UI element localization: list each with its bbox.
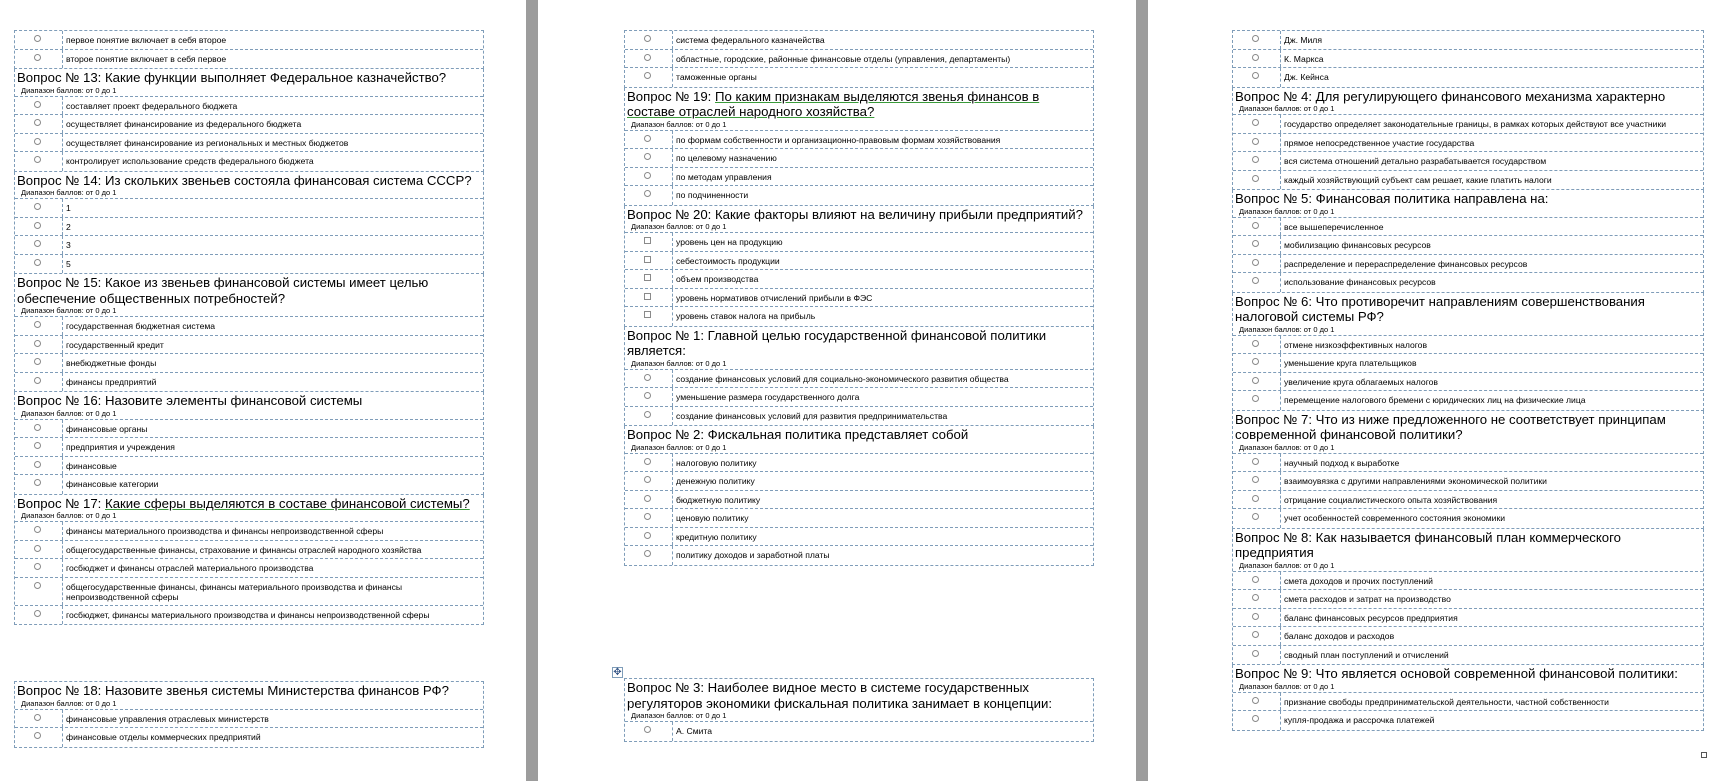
option-row[interactable] [15, 50, 483, 69]
option-row[interactable] [15, 457, 483, 476]
radio-button[interactable] [34, 442, 41, 449]
question-19 [624, 88, 1094, 206]
option-row[interactable] [15, 255, 483, 274]
option-row[interactable] [1233, 590, 1703, 609]
option-text: баланс финансовых ресурсов предприятия [1284, 612, 1458, 623]
radio-button[interactable] [1252, 458, 1259, 465]
option-text: себестоимость продукции [676, 255, 780, 266]
option-text: взаимоувязка с другими направлениями экономической политики [1284, 476, 1547, 486]
option-text: 1 [66, 203, 71, 213]
question-title: Вопрос № 13: Какие функции выполняет Федеральное казначейство? [17, 70, 447, 85]
question-title: Вопрос № 3: Наиболее видное место в системе государственных регуляторов экономики фискальная политика занимает в концепции: [627, 680, 1052, 711]
question-text: По каким признакам выделяются звенья финансов в составе отраслей народного хозяйства? [627, 88, 1040, 119]
question-title: Вопрос № 1: Главной целью государственной финансовой политики является: [627, 327, 1047, 358]
option-text: внебюджетные фонды [66, 358, 157, 368]
radio-button[interactable] [34, 526, 41, 533]
option-text: финансовые [66, 460, 117, 471]
option-text: Дж. Миля [1284, 35, 1322, 45]
radio-button[interactable] [1252, 576, 1259, 583]
question-title [625, 88, 1093, 120]
table-move-handle-icon[interactable]: ✥ [613, 667, 622, 678]
question-title [15, 495, 483, 512]
option-row[interactable] [1233, 68, 1703, 87]
question-20 [624, 206, 1094, 327]
option-text: политику доходов и заработной платы [676, 550, 830, 560]
score-range: Диапазон баллов: от 0 до 1 [1233, 207, 1703, 218]
radio-button[interactable] [1252, 72, 1259, 79]
score-range: Диапазон баллов: от 0 до 1 [1233, 561, 1703, 572]
option-row[interactable] [15, 134, 483, 153]
option-row[interactable] [625, 407, 1093, 426]
question-8 [1232, 529, 1704, 666]
page-gutter [526, 0, 538, 781]
option-text: государство определяет законодательные границы, в рамках которых действуют все участники [1284, 119, 1667, 129]
option-row[interactable] [625, 370, 1093, 389]
option-text: составляет проект федерального бюджета [66, 100, 238, 111]
option-text: объем производства [676, 274, 759, 284]
question-title: Вопрос № 16: Назовите элементы финансовой системы [17, 393, 363, 408]
option-text: предприятия и учреждения [66, 442, 175, 452]
radio-button[interactable] [644, 476, 651, 483]
option-row[interactable] [625, 270, 1093, 289]
option-text: уменьшение размера государственного долга [676, 392, 860, 402]
option-text: перемещение налогового бремени с юридических лиц на физические лица [1284, 395, 1586, 405]
option-text: уменьшение круга плательщиков [1284, 358, 1417, 368]
option-row[interactable] [15, 115, 483, 134]
radio-button[interactable] [34, 138, 41, 145]
option-row[interactable] [1233, 255, 1703, 274]
radio-button[interactable] [1252, 119, 1259, 126]
radio-button[interactable] [34, 54, 41, 61]
option-text: смета расходов и затрат на производство [1284, 594, 1451, 604]
option-text: финансы материального производства и финансы непроизводственной сферы [66, 526, 384, 536]
radio-button[interactable] [34, 35, 41, 42]
option-text: система федерального казначейства [676, 35, 825, 45]
option-row[interactable] [1233, 171, 1703, 190]
option-text: госбюджет, финансы материального производства и финансы непроизводственной сферы [66, 609, 430, 620]
score-range: Диапазон баллов: от 0 до 1 [625, 120, 1093, 131]
option-row[interactable] [625, 50, 1093, 69]
option-row[interactable] [625, 454, 1093, 473]
option-text: государственный кредит [66, 339, 164, 350]
document-page-1 [0, 0, 526, 781]
radio-button[interactable] [644, 411, 651, 418]
option-row[interactable] [1233, 31, 1703, 50]
question-text: Какие сферы выделяются в составе финансовой системы? [105, 495, 470, 511]
question-16 [14, 392, 484, 495]
radio-button[interactable] [34, 610, 41, 617]
option-row[interactable] [1233, 693, 1703, 712]
option-text: баланс доходов и расходов [1284, 631, 1395, 641]
option-row[interactable] [1233, 472, 1703, 491]
option-text: смета доходов и прочих поступлений [1284, 575, 1433, 586]
option-row[interactable] [1233, 373, 1703, 392]
option-text: первое понятие включает в себя второе [66, 35, 227, 45]
option-row[interactable] [625, 149, 1093, 168]
option-row[interactable] [625, 68, 1093, 87]
question-title: Вопрос № 15: Какое из звеньев финансовой системы имеет целью обеспечение общественных потребностей? [17, 275, 429, 306]
radio-button[interactable] [1252, 358, 1259, 365]
option-text: создание финансовых условий для социально-экономического развития общества [676, 373, 1009, 384]
question-14 [14, 172, 484, 275]
score-range: Диапазон баллов: от 0 до 1 [625, 711, 1093, 722]
option-row[interactable] [1233, 50, 1703, 69]
option-text: госбюджет и финансы отраслей материального производства [66, 563, 314, 573]
option-row[interactable] [15, 152, 483, 171]
score-range: Диапазон баллов: от 0 до 1 [625, 222, 1093, 233]
option-row[interactable] [1233, 336, 1703, 355]
option-row[interactable] [1233, 454, 1703, 473]
radio-button[interactable] [644, 532, 651, 539]
option-text: финансовые органы [66, 423, 148, 434]
option-row[interactable] [15, 438, 483, 457]
option-text: распределение и перераспределение финансовых ресурсов [1284, 258, 1528, 269]
option-row[interactable] [1233, 572, 1703, 591]
radio-button[interactable] [644, 72, 651, 79]
question-title: Вопрос № 20: Какие факторы влияют на величину прибыли предприятий? [627, 206, 1083, 222]
score-range: Диапазон баллов: от 0 до 1 [625, 359, 1093, 370]
checkbox[interactable] [644, 311, 651, 318]
radio-button[interactable] [34, 461, 41, 468]
radio-button[interactable] [644, 35, 651, 42]
score-range: Диапазон баллов: от 0 до 1 [15, 188, 483, 199]
option-row[interactable] [625, 31, 1093, 50]
radio-button[interactable] [1252, 175, 1259, 182]
question-title: Вопрос № 4: Для регулирующего финансового механизма характерно [1235, 88, 1666, 104]
page3-content [1232, 30, 1704, 731]
option-text: общегосударственные финансы, финансы материального производства и финансы непроизводственной сферы [66, 581, 403, 602]
radio-button[interactable] [644, 495, 651, 502]
radio-button[interactable] [34, 156, 41, 163]
radio-button[interactable] [34, 222, 41, 229]
option-row[interactable] [1233, 152, 1703, 171]
score-range: Диапазон баллов: от 0 до 1 [625, 443, 1093, 454]
option-row[interactable] [15, 354, 483, 373]
radio-button[interactable] [644, 726, 651, 733]
radio-button[interactable] [34, 259, 41, 266]
option-row[interactable] [15, 373, 483, 392]
question-3 [624, 678, 1094, 742]
score-range: Диапазон баллов: от 0 до 1 [15, 511, 483, 522]
radio-button[interactable] [1252, 277, 1259, 284]
option-text: А. Смита [676, 726, 713, 736]
radio-button[interactable] [1252, 395, 1259, 402]
option-text: сводный план поступлений и отчислений [1284, 649, 1449, 660]
option-text: отмене низкоэффективных налогов [1284, 339, 1428, 350]
radio-button[interactable] [1252, 259, 1259, 266]
option-text: учет особенностей современного состояния экономики [1284, 513, 1506, 523]
question-18-tail [624, 30, 1094, 88]
radio-button[interactable] [1252, 156, 1259, 163]
option-row[interactable] [1233, 627, 1703, 646]
option-row[interactable] [625, 509, 1093, 528]
score-range: Диапазон баллов: от 0 до 1 [1233, 682, 1703, 693]
radio-button[interactable] [1252, 476, 1259, 483]
radio-button[interactable] [1252, 697, 1259, 704]
question-18 [14, 681, 484, 748]
radio-button[interactable] [34, 321, 41, 328]
option-row[interactable] [625, 233, 1093, 252]
option-row[interactable] [625, 528, 1093, 547]
radio-button[interactable] [644, 550, 651, 557]
radio-button[interactable] [644, 513, 651, 520]
question-number: Вопрос № 19: [627, 88, 716, 104]
option-row[interactable] [625, 546, 1093, 565]
radio-button[interactable] [1252, 650, 1259, 657]
option-text: создание финансовых условий для развития предпринимательства [676, 410, 948, 421]
option-text: прямое непосредственное участие государства [1284, 137, 1475, 148]
question-title: Вопрос № 7: Что из ниже предложенного не соответствует принципам современной финансовой политики? [1235, 411, 1666, 442]
option-row[interactable] [15, 606, 483, 625]
question-title: Вопрос № 14: Из скольких звеньев состояла финансовая система СССР? [17, 172, 472, 188]
radio-button[interactable] [1252, 35, 1259, 42]
radio-button[interactable] [644, 135, 651, 142]
score-range: Диапазон баллов: от 0 до 1 [1233, 443, 1703, 454]
option-text: купля-продажа и рассрочка платежей [1284, 715, 1435, 725]
question-title: Вопрос № 2: Фискальная политика представляет собой [627, 427, 969, 442]
option-text: уровень цен на продукцию [676, 237, 783, 247]
option-row[interactable] [1233, 711, 1703, 730]
radio-button[interactable] [34, 424, 41, 431]
radio-button[interactable] [34, 714, 41, 721]
checkbox[interactable] [644, 256, 651, 263]
radio-button[interactable] [1252, 54, 1259, 61]
radio-button[interactable] [1252, 513, 1259, 520]
option-row[interactable] [15, 420, 483, 439]
score-range: Диапазон баллов: от 0 до 1 [15, 409, 483, 420]
radio-button[interactable] [644, 392, 651, 399]
option-text: осуществляет финансирование из федерального бюджета [66, 119, 302, 129]
question-12-tail [14, 30, 484, 69]
option-text: вся система отношений детально разрабатывается государством [1284, 156, 1547, 166]
checkbox[interactable] [644, 237, 651, 244]
option-row[interactable] [625, 388, 1093, 407]
option-row[interactable] [15, 218, 483, 237]
option-text: общегосударственные финансы, страхование и финансы отраслей народного хозяйства [66, 544, 422, 555]
option-text: все вышеперечисленное [1284, 221, 1384, 232]
question-title: Вопрос № 9: Что является основой современной финансовой политики: [1235, 666, 1678, 681]
option-row[interactable] [1233, 134, 1703, 153]
page2-q3 [624, 678, 1094, 742]
question-6 [1232, 293, 1704, 411]
option-text: К. Маркса [1284, 53, 1324, 64]
option-text: бюджетную политику [676, 494, 761, 505]
option-row[interactable] [1233, 609, 1703, 628]
checkbox[interactable] [644, 293, 651, 300]
radio-button[interactable] [34, 545, 41, 552]
page1-content [14, 30, 484, 625]
option-row[interactable] [1233, 236, 1703, 255]
score-range: Диапазон баллов: от 0 до 1 [15, 306, 483, 317]
option-text: увеличение круга облагаемых налогов [1284, 376, 1438, 387]
radio-button[interactable] [1252, 340, 1259, 347]
question-5 [1232, 190, 1704, 293]
table-resize-handle-icon[interactable] [1701, 752, 1707, 758]
option-text: контролирует использование средств федерального бюджета [66, 156, 314, 166]
question-title: Вопрос № 18: Назовите звенья системы Министерства финансов РФ? [17, 683, 449, 698]
option-text: второе понятие включает в себя первое [66, 53, 227, 64]
option-text: по методам управления [676, 171, 772, 182]
option-row[interactable] [625, 168, 1093, 187]
option-text: ценовую политику [676, 513, 749, 523]
option-row[interactable] [15, 728, 483, 747]
option-row[interactable] [15, 522, 483, 541]
radio-button[interactable] [1252, 631, 1259, 638]
option-text: финансовые категории [66, 479, 159, 489]
question-9 [1232, 665, 1704, 731]
score-range: Диапазон баллов: от 0 до 1 [1233, 104, 1703, 115]
option-text: отрицание социалистического опыта хозяйствования [1284, 494, 1498, 505]
option-row[interactable] [625, 186, 1093, 205]
option-row[interactable] [15, 317, 483, 336]
radio-button[interactable] [34, 358, 41, 365]
option-row[interactable] [625, 252, 1093, 271]
question-title: Вопрос № 5: Финансовая политика направлена на: [1235, 191, 1549, 206]
page1-q18 [14, 681, 484, 748]
radio-button[interactable] [1252, 377, 1259, 384]
question-7 [1232, 411, 1704, 529]
option-text: финансовые отделы коммерческих предприятий [66, 732, 261, 742]
option-text: каждый хозяйствующий субъект сам решает, какие платить налоги [1284, 174, 1552, 185]
radio-button[interactable] [644, 374, 651, 381]
question-4 [1232, 88, 1704, 191]
option-text: налоговую политику [676, 457, 757, 468]
radio-button[interactable] [644, 190, 651, 197]
option-row[interactable] [15, 559, 483, 578]
option-row[interactable] [625, 131, 1093, 150]
option-row[interactable] [1233, 646, 1703, 665]
option-text: по формам собственности и организационно-правовым формам хозяйствования [676, 134, 1001, 145]
option-row[interactable] [15, 475, 483, 494]
question-15 [14, 274, 484, 392]
option-text: финансы предприятий [66, 376, 157, 387]
radio-button[interactable] [34, 119, 41, 126]
radio-button[interactable] [34, 582, 41, 589]
question-1 [624, 327, 1094, 427]
option-text: государственная бюджетная система [66, 321, 216, 331]
document-page-2 [538, 0, 1136, 781]
option-row[interactable] [625, 722, 1093, 741]
question-title: Вопрос № 8: Как называется финансовый план коммерческого предприятия [1235, 529, 1621, 560]
option-text: по целевому назначению [676, 153, 777, 163]
option-text: признание свободы предпринимательской деятельности, частной собственности [1284, 696, 1609, 707]
option-row[interactable] [15, 710, 483, 729]
option-text: использование финансовых ресурсов [1284, 277, 1436, 287]
radio-button[interactable] [644, 54, 651, 61]
option-text: Дж. Кейнса [1284, 72, 1329, 82]
radio-button[interactable] [34, 203, 41, 210]
radio-button[interactable] [34, 101, 41, 108]
radio-button[interactable] [34, 377, 41, 384]
option-text: уровень нормативов отчислений прибыли в ФЭС [676, 292, 873, 303]
option-text: 5 [66, 258, 71, 269]
option-row[interactable] [625, 307, 1093, 326]
option-row[interactable] [1233, 218, 1703, 237]
option-text: денежную политику [676, 476, 755, 486]
radio-button[interactable] [1252, 240, 1259, 247]
question-title: Вопрос № 6: Что противоречит направлениям совершенствования налоговой системы РФ? [1235, 293, 1645, 324]
radio-button[interactable] [1252, 222, 1259, 229]
page-gutter [1136, 0, 1148, 781]
option-text: финансовые управления отраслевых министерств [66, 713, 269, 724]
score-range: Диапазон баллов: от 0 до 1 [15, 86, 483, 97]
question-13 [14, 69, 484, 172]
option-text: 3 [66, 240, 71, 250]
score-range: Диапазон баллов: от 0 до 1 [15, 699, 483, 710]
option-row[interactable] [1233, 354, 1703, 373]
question-2 [624, 426, 1094, 566]
option-row[interactable] [1233, 273, 1703, 292]
radio-button[interactable] [34, 340, 41, 347]
option-row[interactable] [15, 336, 483, 355]
question-17 [14, 495, 484, 626]
radio-button[interactable] [34, 240, 41, 247]
option-text: научный подход к выработке [1284, 457, 1400, 468]
radio-button[interactable] [1252, 715, 1259, 722]
option-text: по подчиненности [676, 190, 749, 200]
radio-button[interactable] [1252, 138, 1259, 145]
option-text: мобилизацию финансовых ресурсов [1284, 240, 1431, 250]
document-page-3 [1148, 0, 1724, 781]
option-text: 2 [66, 221, 71, 232]
option-row[interactable] [15, 236, 483, 255]
radio-button[interactable] [34, 479, 41, 486]
radio-button[interactable] [644, 458, 651, 465]
question-number: Вопрос № 17: [17, 495, 106, 511]
option-row[interactable] [15, 31, 483, 50]
option-row[interactable] [1233, 115, 1703, 134]
option-row[interactable] [1233, 491, 1703, 510]
option-row[interactable] [625, 289, 1093, 308]
option-text: таможенные органы [676, 72, 757, 82]
option-row[interactable] [15, 97, 483, 116]
radio-button[interactable] [644, 172, 651, 179]
radio-button[interactable] [34, 732, 41, 739]
option-row[interactable] [1233, 391, 1703, 410]
score-range: Диапазон баллов: от 0 до 1 [1233, 325, 1703, 336]
page2-content [624, 30, 1094, 566]
option-row[interactable] [1233, 509, 1703, 528]
option-text: областные, городские, районные финансовые отделы (управления, департаменты) [676, 53, 1011, 64]
option-text: уровень ставок налога на прибыль [676, 311, 816, 321]
option-row[interactable] [15, 199, 483, 218]
radio-button[interactable] [1252, 594, 1259, 601]
option-row[interactable] [15, 578, 483, 606]
option-text: осуществляет финансирование из региональных и местных бюджетов [66, 137, 349, 148]
radio-button[interactable] [644, 153, 651, 160]
radio-button[interactable] [1252, 613, 1259, 620]
option-row[interactable] [625, 491, 1093, 510]
question-3-tail [1232, 30, 1704, 88]
radio-button[interactable] [34, 563, 41, 570]
radio-button[interactable] [1252, 495, 1259, 502]
checkbox[interactable] [644, 274, 651, 281]
option-text: кредитную политику [676, 531, 757, 542]
option-row[interactable] [625, 472, 1093, 491]
option-row[interactable] [15, 541, 483, 560]
